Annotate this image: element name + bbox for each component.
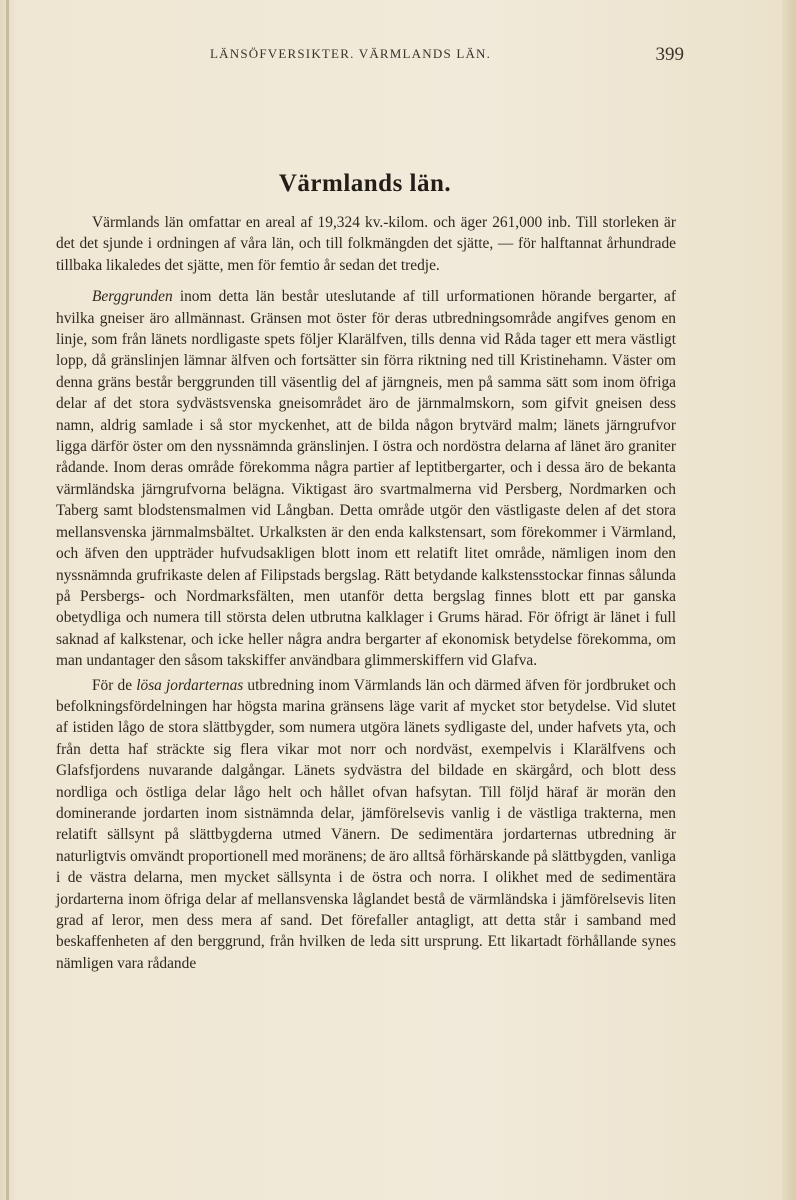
page-number: 399	[655, 44, 684, 65]
page-right-edge	[782, 0, 796, 1200]
jordarter-text: utbredning inom Värmlands län och därmed äfven för jordbruket och befolkningsfördelningen har högsta marina gränsens läge varit af mycket stor betydelse. Vid slutet af istiden lågo de stora slättbygder, som numera utgöra länets sydligaste del, under hafvets yta, och från detta haf sträckte sig flera vikar mot norr och nordväst, exempelvis i Klarälfvens och Glafsfjordens nuvarande dalgångar. Länets sydvästra del bildade en skärgård, och blott dess nordliga och östliga delar lågo helt och hållet ofvan hafsytan. Till följd häraf är morän den dominerande jordarten inom sistnämnda delar, jämförelsevis vanlig i de västliga trakterna, men relatift sällsynt på slättbygderna utmed Vänern. De sedimentära jordarternas utbredning är naturligtvis omvändt proportionell med moränens; de äro alltså förhärskande på slättbygden, vanliga i de västra delarna, men mycket sällsynta i de östra och norra. I olikhet med de sedimentära jordarterna inom öfriga delar af mellansvenska låglandet bestå de värmländska i jämförelsevis liten grad af leror, men dess mera af sand. Det förefaller antagligt, att detta står i samband med beskaffenheten af den berggrund, från hvilken de leda sitt ursprung. Ett likartadt förhållande synes nämligen vara rådande	[56, 676, 676, 972]
jordarter-lead: För de	[92, 676, 137, 694]
body-text	[56, 212, 676, 974]
running-head: LÄNSÖFVERSIKTER. VÄRMLANDS LÄN.	[210, 46, 492, 61]
intro-paragraph: Värmlands län omfattar en areal af 19,324 kv.-kilom. och äger 261,000 inb. Till storleken är det det sjunde i ordningen af våra län, och till folkmängden det sjätte, — för halftannat århundrade tillbaka likaledes det sjätte, men för femtio år sedan det tredje.	[56, 214, 676, 274]
berggrunden-paragraph	[56, 286, 676, 671]
berggrunden-term: Berggrunden	[92, 288, 173, 306]
section-title: Värmlands län.	[278, 170, 452, 197]
page-header	[60, 44, 684, 68]
berggrunden-text: inom detta län består uteslutande af till urformationen hörande bergarter, af hvilka gneiser äro allmännast. Gränsen mot öster för deras utbredningsområde angifves genom en linje, som från länets nordligaste spets följer Klarälfven, tills denna vid Råda tager ett mera västligt lopp, då gränslinjen lämnar älfven och fortsätter sin förra riktning ned till Kristinehamn. Väster om denna gräns består berggrunden till väsentlig del af järngneis, men på samma sätt som inom öfriga delar af det stora sydvästsvenska gneisområdet äro de järnmalmskorn, som gifvit gneisen dess namn, aldrig samlade i så stor myckenhet, att de bilda någon brytvärd malm; länets järngrufvor ligga därför öster om den nyssnämnda gränslinjen. I östra och nordöstra delarna af länet äro graniter rådande. Inom deras område förekomma några partier af leptitbergarter, och i dessa äro de bekanta värmländska järngrufvorna belägna. Viktigast äro svartmalmerna vid Persberg, Nordmarken och Taberg samt blodstensmalmen vid Långban. Detta område utgör den västligaste delen af det stora mellansvenska järnmalmsbältet. Urkalksten är den enda kalkstensart, som förekommer i Värmland, och äfven den uppträder hufvudsakligen blott inom ett relatift litet område, nämligen inom den nyssnämnda grufrikaste delen af Filipstads bergslag. Rätt betydande kalkstensstockar finnas sålunda på Persbergs- och Nordmarksfälten, men utanför detta bergslag finnes blott ett par ganska obetydliga och numera till största delen utbrutna kalklager i Grums härad. För öfrigt är länet i full saknad af kalkstenar, och icke heller några andra bergarter af ekonomisk betydelse förekomma, om man undantager den såsom takskiffer användbara glimmerskiffern vid Glafva.	[56, 288, 676, 670]
jordarter-paragraph	[56, 675, 676, 975]
jordarter-term: lösa jordarternas	[136, 676, 244, 694]
